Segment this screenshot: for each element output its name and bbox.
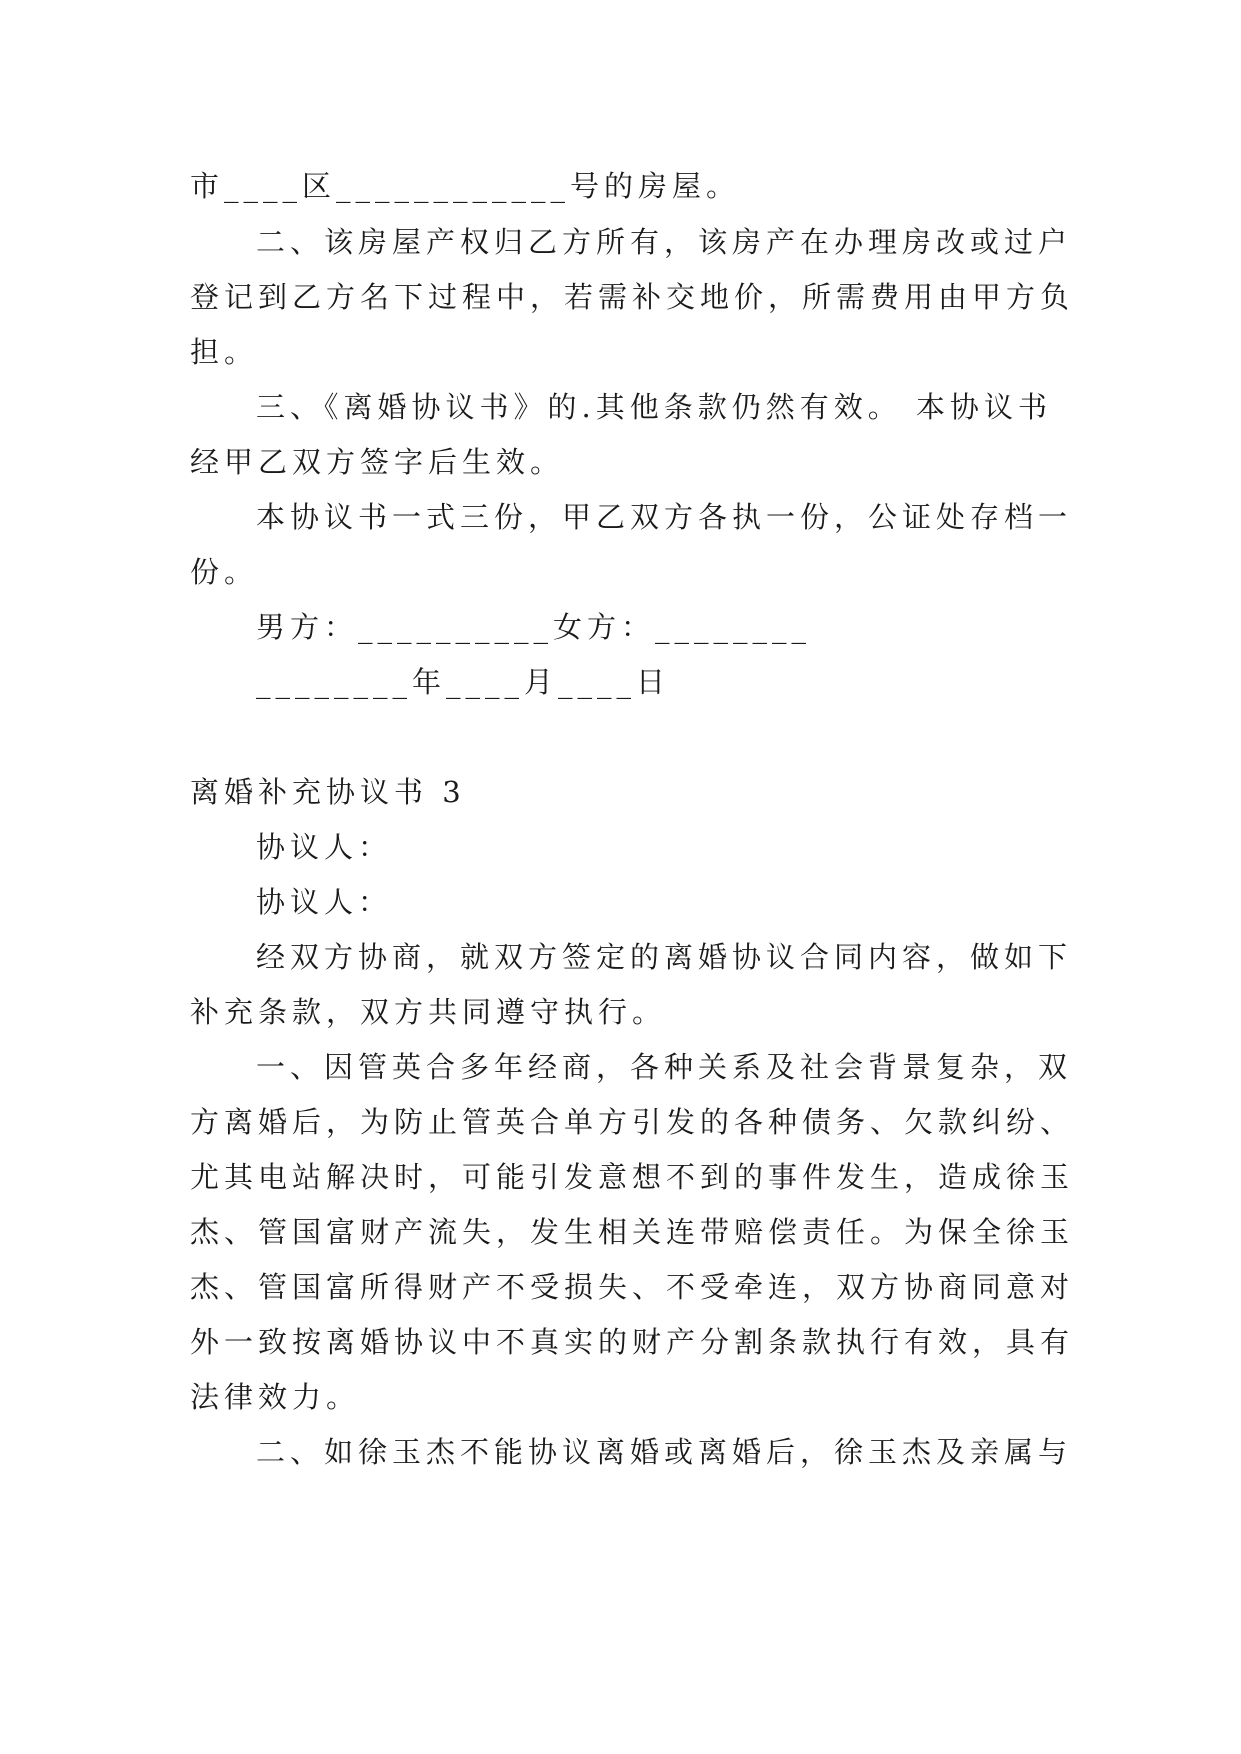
clause-2-line-2: 登记到乙方名下过程中，若需补交地价，所需费用由甲方负: [190, 280, 1075, 314]
supp-clause-1-line-1: 一、因管英合多年经商，各种关系及社会背景复杂，双: [256, 1050, 1073, 1084]
clause-2-line-1: 二、该房屋产权归乙方所有，该房产在办理房改或过户: [256, 225, 1073, 259]
copies-line-1: 本协议书一式三份，甲乙双方各执一份，公证处存档一: [256, 500, 1073, 534]
section-title: 离婚补充协议书 3: [190, 775, 466, 809]
party-line-2: 协议人：: [256, 885, 393, 919]
supp-clause-1-line-5: 杰、管国富所得财产不受损失、不受牵连，双方协商同意对: [190, 1270, 1075, 1304]
supp-clause-1-line-4: 杰、管国富财产流失，发生相关连带赔偿责任。为保全徐玉: [190, 1215, 1075, 1249]
date-line: ________年____月____日: [256, 665, 671, 699]
supp-clause-1-line-7: 法律效力。: [190, 1380, 361, 1414]
text-line-address: 市____区____________号的房屋。: [190, 169, 741, 203]
supp-clause-2-line-1: 二、如徐玉杰不能协议离婚或离婚后，徐玉杰及亲属与: [256, 1435, 1073, 1469]
clause-2-line-3: 担。: [190, 335, 259, 369]
supp-clause-1-line-6: 外一致按离婚协议中不真实的财产分割条款执行有效，具有: [190, 1325, 1075, 1359]
party-line-1: 协议人：: [256, 830, 393, 864]
supp-clause-1-line-3: 尤其电站解决时，可能引发意想不到的事件发生，造成徐玉: [190, 1160, 1075, 1194]
intro-line-1: 经双方协商，就双方签定的离婚协议合同内容，做如下: [256, 940, 1073, 974]
supp-clause-1-line-2: 方离婚后，为防止管英合单方引发的各种债务、欠款纠纷、: [190, 1105, 1075, 1139]
copies-line-2: 份。: [190, 555, 259, 589]
signature-line: 男方：__________女方：________: [256, 610, 812, 644]
intro-line-2: 补充条款，双方共同遵守执行。: [190, 995, 667, 1029]
clause-3-line-1: 三、《离婚协议书》的.其他条款仍然有效。 本协议书: [256, 390, 1052, 424]
clause-3-line-2: 经甲乙双方签字后生效。: [190, 445, 565, 479]
